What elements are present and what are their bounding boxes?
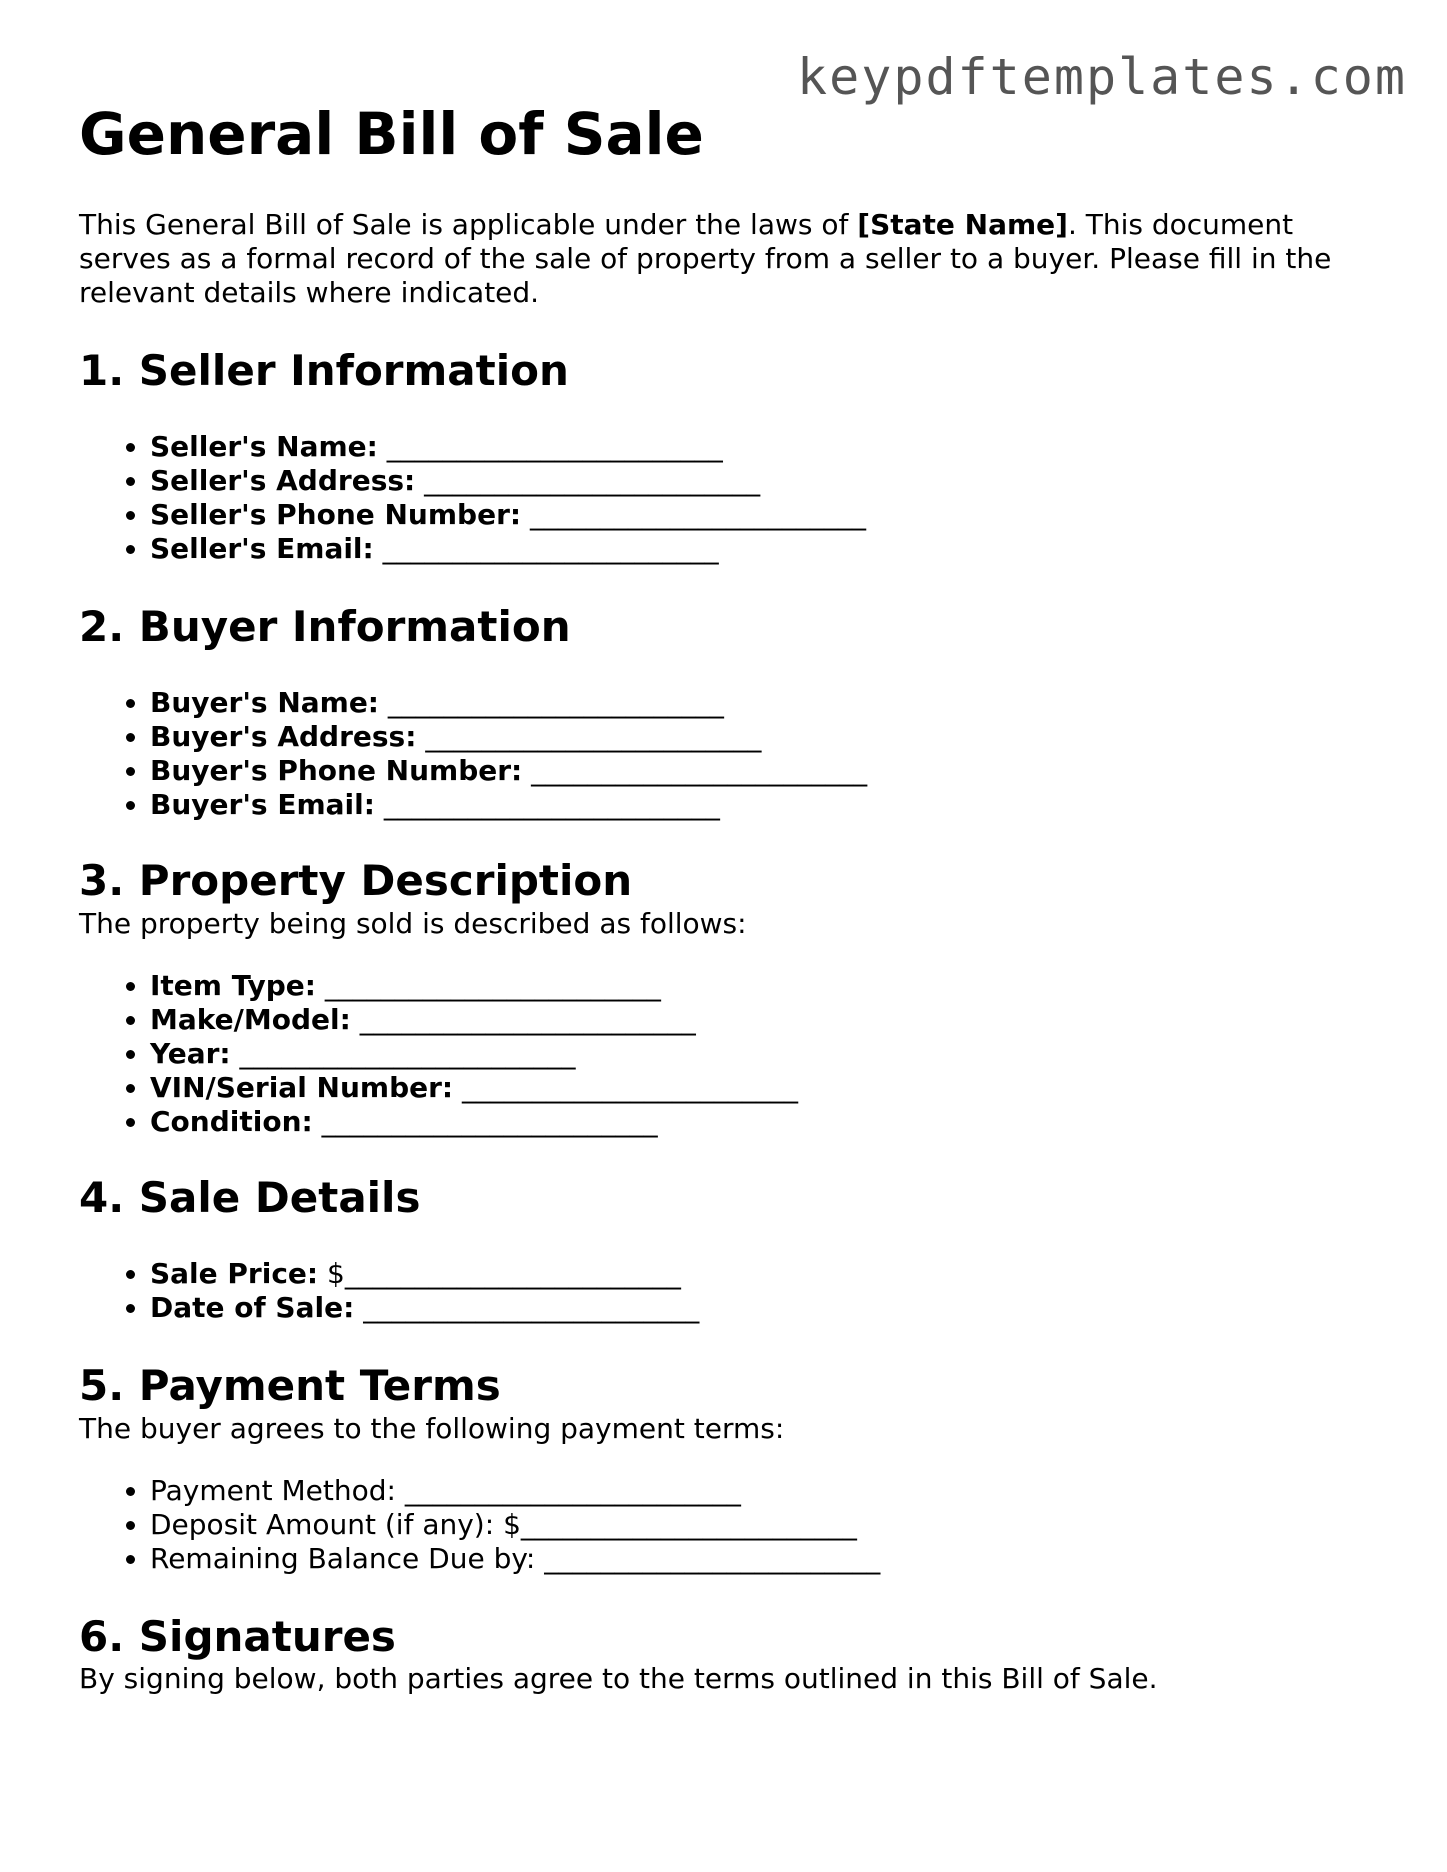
field-label: Seller's Email: bbox=[150, 531, 374, 565]
blank-line[interactable]: ________________________ bbox=[386, 429, 723, 463]
sale-section-heading: 4. Sale Details bbox=[79, 1172, 421, 1222]
condition-field bbox=[150, 1105, 1379, 1139]
state-name-placeholder: [State Name] bbox=[857, 207, 1068, 241]
remaining-balance-field bbox=[150, 1542, 1379, 1576]
blank-line[interactable]: ________________________ bbox=[363, 1291, 700, 1325]
field-label: Buyer's Address: bbox=[150, 720, 417, 754]
blank-line[interactable]: ________________________ bbox=[383, 788, 720, 822]
seller-email-field bbox=[150, 532, 1379, 566]
field-label: Seller's Phone Number: bbox=[150, 497, 522, 531]
field-label: Buyer's Name: bbox=[150, 686, 380, 720]
sale-price-field bbox=[150, 1257, 1379, 1291]
item-type-field bbox=[150, 969, 1379, 1003]
payment-fields-list bbox=[79, 1474, 1379, 1576]
deposit-amount-field bbox=[150, 1508, 1379, 1542]
field-label: Buyer's Phone Number: bbox=[150, 754, 523, 788]
seller-section-heading: 1. Seller Information bbox=[79, 345, 569, 395]
currency-symbol: $ bbox=[503, 1507, 521, 1541]
blank-line[interactable]: ________________________ bbox=[520, 1507, 857, 1541]
buyer-section-heading: 2. Buyer Information bbox=[79, 601, 571, 651]
field-label: Date of Sale: bbox=[150, 1291, 355, 1325]
buyer-fields-list bbox=[79, 686, 1379, 822]
currency-symbol: $ bbox=[327, 1257, 345, 1291]
field-label: Deposit Amount (if any): bbox=[150, 1507, 495, 1541]
blank-line[interactable]: ________________________ bbox=[382, 531, 719, 565]
buyer-email-field bbox=[150, 788, 1379, 822]
buyer-address-field bbox=[150, 720, 1379, 754]
field-label: Item Type: bbox=[150, 968, 316, 1002]
field-label: Year: bbox=[150, 1036, 231, 1070]
field-label: Buyer's Email: bbox=[150, 788, 375, 822]
make-model-field bbox=[150, 1003, 1379, 1037]
property-intro-text: The property being sold is described as follows: bbox=[79, 906, 747, 940]
blank-line[interactable]: ________________________ bbox=[387, 686, 724, 720]
year-field bbox=[150, 1037, 1379, 1071]
field-label: Seller's Address: bbox=[150, 463, 416, 497]
document-title: General Bill of Sale bbox=[79, 100, 704, 168]
payment-method-field bbox=[150, 1474, 1379, 1508]
date-of-sale-field bbox=[150, 1291, 1379, 1325]
field-label: VIN/Serial Number: bbox=[150, 1070, 454, 1104]
document-page bbox=[79, 92, 1379, 1696]
seller-fields-list bbox=[79, 430, 1379, 566]
blank-line[interactable]: ________________________ bbox=[324, 968, 661, 1002]
seller-address-field bbox=[150, 464, 1379, 498]
signatures-text: By signing below, both parties agree to the terms outlined in this Bill of Sale. bbox=[79, 1661, 1158, 1695]
intro-text-before: This General Bill of Sale is applicable under the laws of bbox=[79, 207, 858, 241]
watermark-text: keypdftemplates.com bbox=[797, 48, 1407, 106]
blank-line[interactable]: ________________________ bbox=[530, 497, 866, 531]
blank-line[interactable]: ________________________ bbox=[359, 1002, 696, 1036]
blank-line[interactable]: ________________________ bbox=[321, 1104, 658, 1138]
payment-intro-text: The buyer agrees to the following payment terms: bbox=[79, 1411, 785, 1445]
sale-fields-list bbox=[79, 1257, 1379, 1325]
field-label: Payment Method: bbox=[150, 1473, 396, 1507]
field-label: Make/Model: bbox=[150, 1002, 351, 1036]
vin-serial-field bbox=[150, 1071, 1379, 1105]
buyer-name-field bbox=[150, 686, 1379, 720]
blank-line[interactable]: ________________________ bbox=[531, 754, 868, 788]
blank-line[interactable]: ________________________ bbox=[239, 1036, 576, 1070]
field-label: Seller's Name: bbox=[150, 429, 378, 463]
seller-name-field bbox=[150, 430, 1379, 464]
blank-line[interactable]: ________________________ bbox=[462, 1070, 799, 1104]
signatures-section-heading: 6. Signatures bbox=[79, 1611, 396, 1661]
blank-line[interactable]: ________________________ bbox=[404, 1473, 741, 1507]
intro-paragraph bbox=[79, 208, 1369, 310]
buyer-phone-field bbox=[150, 754, 1379, 788]
intro-text-after: . This document serves as a formal record of the sale of property from a seller to a buyer. Please fill in the relevant details where indicated. bbox=[79, 207, 1332, 309]
field-label: Sale Price: bbox=[150, 1257, 319, 1291]
blank-line[interactable]: ________________________ bbox=[425, 720, 762, 754]
property-fields-list bbox=[79, 969, 1379, 1139]
property-section-heading: 3. Property Description bbox=[79, 856, 633, 906]
field-label: Remaining Balance Due by: bbox=[150, 1541, 536, 1575]
seller-phone-field bbox=[150, 498, 1379, 532]
payment-section-heading: 5. Payment Terms bbox=[79, 1361, 501, 1411]
blank-line[interactable]: ________________________ bbox=[424, 463, 761, 497]
blank-line[interactable]: ________________________ bbox=[344, 1257, 681, 1291]
blank-line[interactable]: ________________________ bbox=[544, 1541, 881, 1575]
field-label: Condition: bbox=[150, 1104, 313, 1138]
